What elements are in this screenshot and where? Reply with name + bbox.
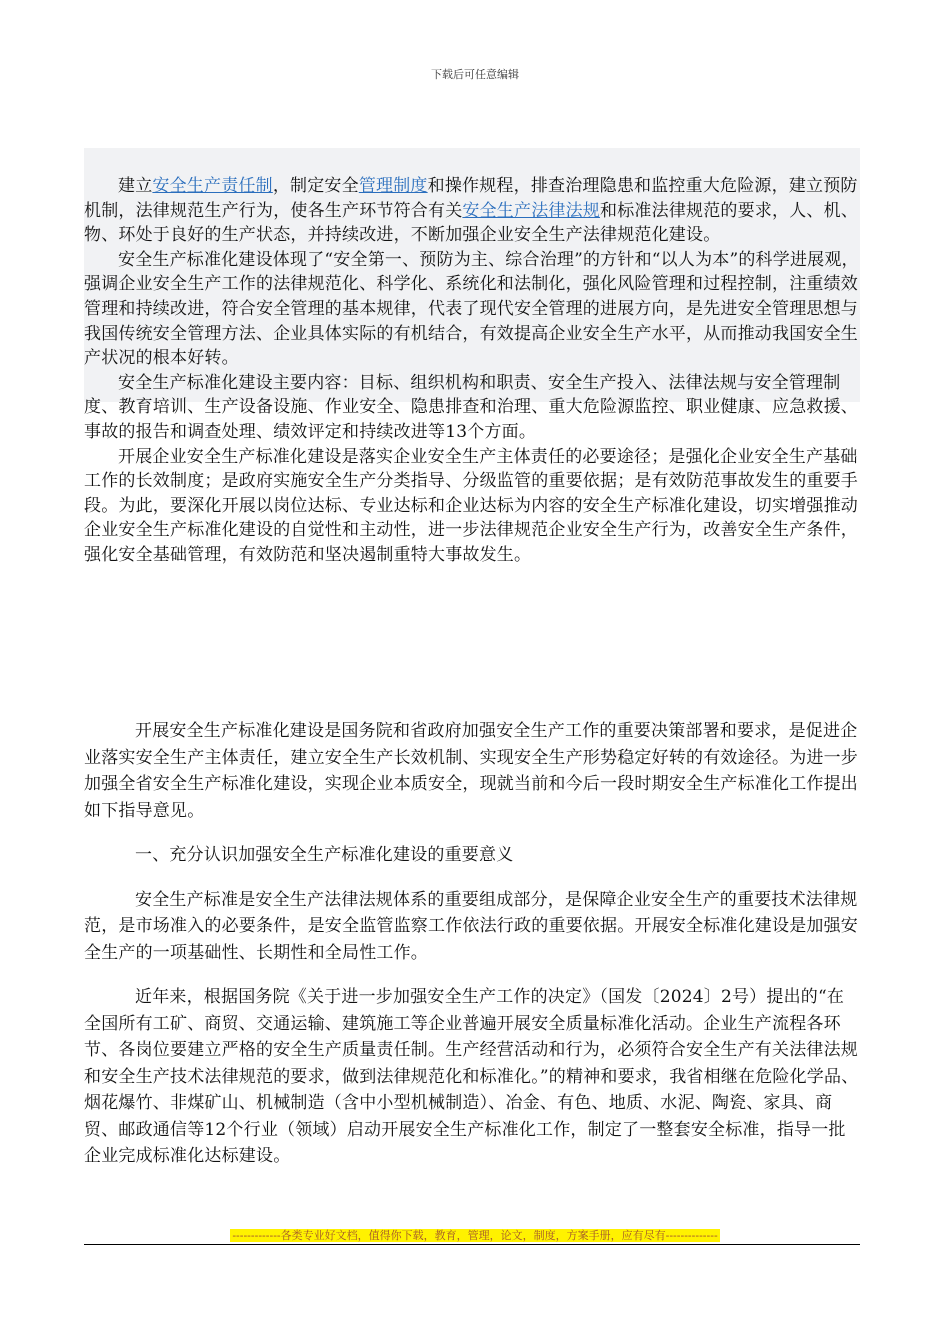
footer-banner: [0, 1227, 950, 1243]
paragraph-significance: 开展企业安全生产标准化建设是落实企业安全生产主体责任的必要途径；是强化企业安全生产基础工作的长效制度；是政府实施安全生产分类指导、分级监管的重要依据；是有效防范事故发生的重要手段。为此，要深化开展以岗位达标、专业达标和企业达标为内容的安全生产标准化建设，切实增强推动企业安全生产标准化建设的自觉性和主动性，进一步法律规范企业安全生产行为，改善安全生产条件，强化安全基础管理，有效防范和坚决遏制重特大事故发生。: [84, 446, 858, 565]
section-heading: 一、充分认识加强安全生产标准化建设的重要意义: [135, 845, 514, 865]
page-header: 下载后可任意编辑: [431, 68, 519, 81]
paragraph-recent-progress: 近年来，根据国务院《关于进一步加强安全生产工作的决定》（国发〔2024〕2号）提出的“在全国所有工矿、商贸、交通运输、建筑施工等企业普遍开展安全质量标准化活动。企业生产流程各环节、各岗位要建立严格的安全生产质量责任制。生产经营活动和行为，必须符合安全生产有关法律法规和安全生产技术法律规范的要求，做到法律规范化和标准化。”的精神和要求，我省相继在危险化学品、烟花爆竹、非煤矿山、机械制造（含中小型机械制造）、冶金、有色、地质、水泥、陶瓷、家具、商贸、邮政通信等12个行业（领域）启动开展安全生产标准化工作，制定了一整套安全标准，指导一批企业完成标准化达标建设。: [84, 987, 859, 1166]
link-safety-responsibility[interactable]: 安全生产责任制: [152, 176, 273, 196]
paragraph-responsibility: [84, 174, 864, 248]
text-segment: ，制定安全: [272, 176, 359, 196]
footer-divider: [84, 1244, 860, 1245]
link-management-system[interactable]: 管理制度: [358, 176, 428, 196]
text-segment: 建立: [118, 176, 153, 196]
footer-banner-text: -------------各类专业好文档，值得你下载，教育，管理，论文，制度，方案手册，应有尽有--------------: [232, 1229, 718, 1242]
text-segment: 和操作规程，排查治理隐患和监控重大危险源，建立预防机制，法律规范生产行为，使各生产环节符合有关: [84, 176, 858, 221]
link-safety-laws[interactable]: 安全生产法律法规: [462, 200, 601, 221]
section-one: [84, 174, 864, 568]
paragraph-standards-importance: 安全生产标准是安全生产法律法规体系的重要组成部分，是保障企业安全生产的重要技术法律规范，是市场准入的必要条件，是安全监管监察工作依法行政的重要依据。开展安全标准化建设是加强安全生产的一项基础性、长期性和全局性工作。: [84, 889, 858, 963]
section-two: [84, 718, 860, 1188]
paragraph-guidance-intro: 开展安全生产标准化建设是国务院和省政府加强安全生产工作的重要决策部署和要求，是促进企业落实安全生产主体责任，建立安全生产长效机制、实现安全生产形势稳定好转的有效途径。为进一步加强全省安全生产标准化建设，实现企业本质安全，现就当前和今后一段时期安全生产标准化工作提出如下指导意见。: [84, 721, 858, 821]
paragraph-main-content: 安全生产标准化建设主要内容：目标、组织机构和职责、安全生产投入、法律法规与安全管理制度、教育培训、生产设备设施、作业安全、隐患排查和治理、重大危险源监控、职业健康、应急救援、事故的报告和调查处理、绩效评定和持续改进等13个方面。: [84, 372, 858, 442]
paragraph-standardization-concept: 安全生产标准化建设体现了“安全第一、预防为主、综合治理”的方针和“以人为本”的科学进展观，强调企业安全生产工作的法律规范化、科学化、系统化和法制化，强化风险管理和过程控制，注重绩效管理和持续改进，符合安全管理的基本规律，代表了现代安全管理的进展方向，是先进安全管理思想与我国传统安全管理方法、企业具体实际的有机结合，有效提高企业安全生产水平，从而推动我国安全生产状况的根本好转。: [84, 249, 859, 369]
text-segment: 和标准法律规范的要求，人、机、物、环处于良好的生产状态，并持续改进，不断加强企业安全生产法律规范化建设。: [84, 200, 859, 246]
